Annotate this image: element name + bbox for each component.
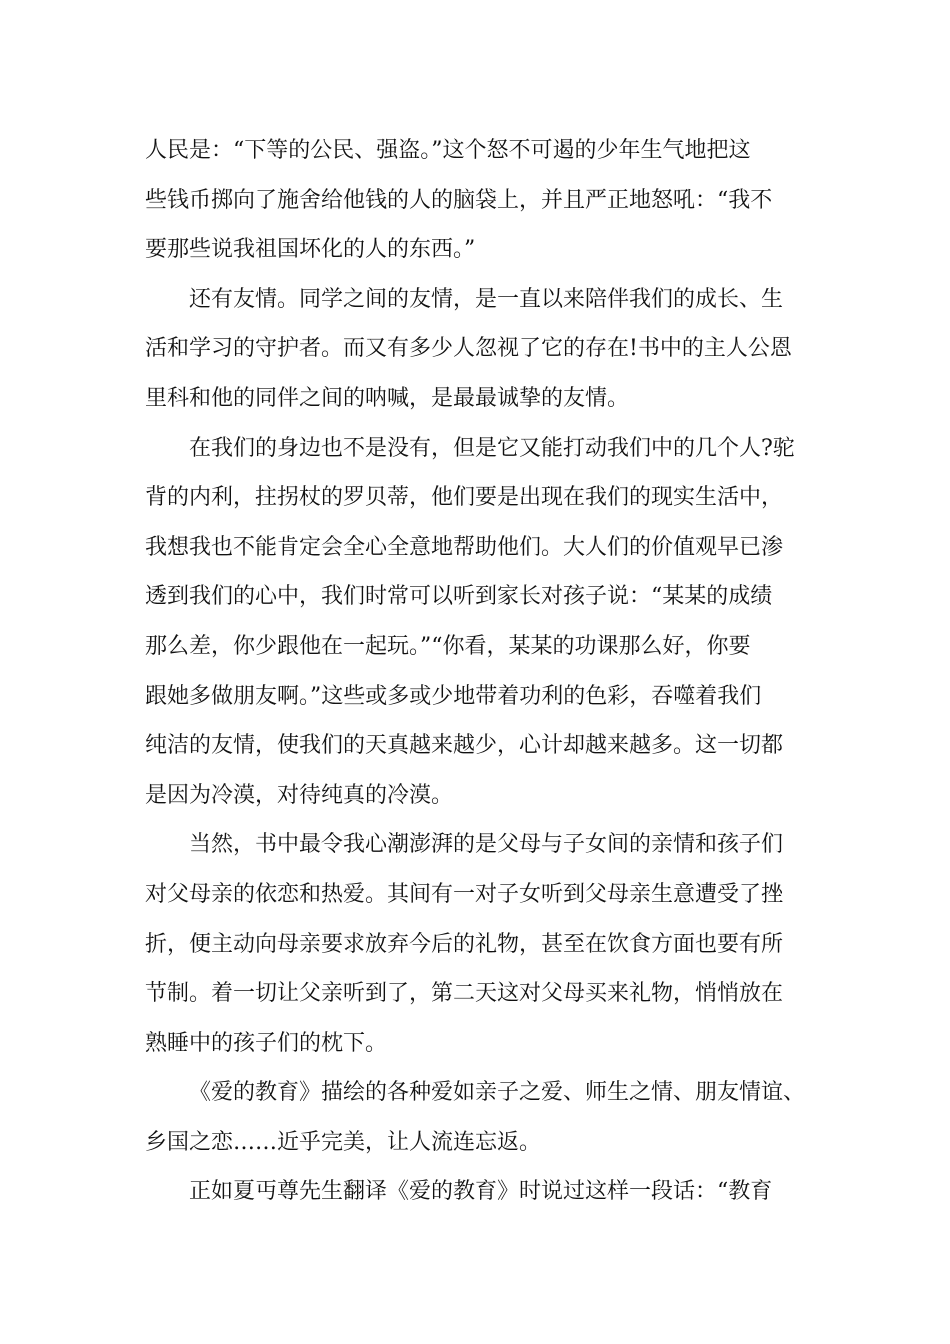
text-line: 要那些说我祖国坏化的人的东西。” bbox=[145, 237, 476, 263]
text-line: 节制。着一切让父亲听到了，第二天这对父母买来礼物，悄悄放在 bbox=[145, 981, 784, 1007]
text-line: 是因为冷漠，对待纯真的冷漠。 bbox=[145, 782, 454, 808]
text-line: 透到我们的心中，我们时常可以听到家长对孩子说：“某某的成绩 bbox=[145, 584, 773, 610]
text-line: 里科和他的同伴之间的呐喊，是最最诚挚的友情。 bbox=[145, 385, 630, 411]
paragraph-start-line: 在我们的身边也不是没有，但是它又能打动我们中的几个人?驼 bbox=[189, 435, 795, 461]
paragraph-start-line: 当然，书中最令我心潮澎湃的是父母与子女间的亲情和孩子们 bbox=[189, 832, 784, 858]
paragraph-start-line: 《爱的教育》描绘的各种爱如亲子之爱、师生之情、朋友情谊、 bbox=[189, 1080, 806, 1106]
text-line: 乡国之恋……近乎完美，让人流连忘返。 bbox=[145, 1129, 542, 1155]
text-line: 对父母亲的依恋和热爱。其间有一对子女听到父母亲生意遭受了挫 bbox=[145, 881, 784, 907]
text-line: 熟睡中的孩子们的枕下。 bbox=[145, 1030, 388, 1056]
text-line: 人民是：“下等的公民、强盗。”这个怒不可遏的少年生气地把这 bbox=[145, 138, 751, 163]
text-line: 我想我也不能肯定会全心全意地帮助他们。大人们的价值观早已渗 bbox=[145, 534, 784, 560]
text-line: 那么差，你少跟他在一起玩。”“你看，某某的功课那么好，你要 bbox=[145, 633, 751, 659]
paragraph-start-line: 正如夏丏尊先生翻译《爱的教育》时说过这样一段话：“教育 bbox=[189, 1179, 773, 1205]
text-line: 折，便主动向母亲要求放弃今后的礼物，甚至在饮食方面也要有所 bbox=[145, 931, 784, 957]
text-line: 活和学习的守护者。而又有多少人忽视了它的存在!书中的主人公恩 bbox=[145, 336, 792, 362]
text-line: 些钱币掷向了施舍给他钱的人的脑袋上，并且严正地怒吼：“我不 bbox=[145, 187, 773, 213]
text-line: 背的内利，拄拐杖的罗贝蒂，他们要是出现在我们的现实生活中， bbox=[145, 485, 784, 511]
body-text bbox=[145, 126, 825, 1217]
paragraph-start-line: 还有友情。同学之间的友情，是一直以来陪伴我们的成长、生 bbox=[189, 286, 784, 312]
text-line: 跟她多做朋友啊。”这些或多或少地带着功利的色彩，吞噬着我们 bbox=[145, 683, 762, 709]
text-line: 纯洁的友情，使我们的天真越来越少，心计却越来越多。这一切都 bbox=[145, 733, 784, 759]
